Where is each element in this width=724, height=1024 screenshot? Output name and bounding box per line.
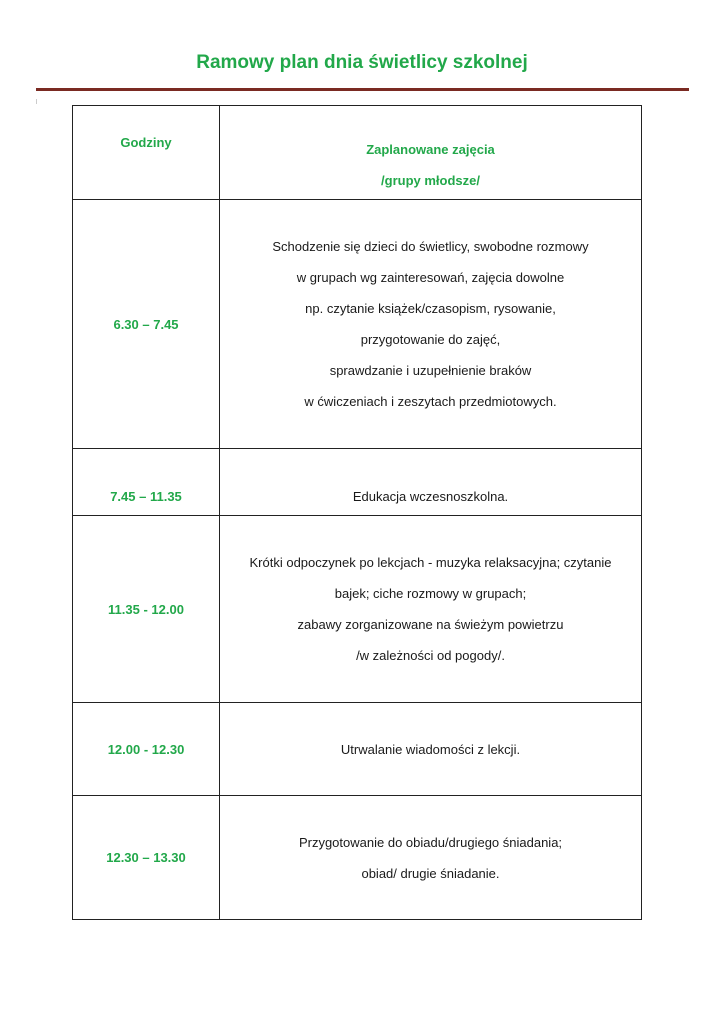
activity-line: bajek; ciche rozmowy w grupach;	[334, 586, 527, 601]
margin-mark	[36, 99, 37, 104]
row-time: 12.00 - 12.30	[73, 703, 220, 796]
activity-line: np. czytanie książek/czasopism, rysowanie,	[305, 301, 556, 316]
activity-line: Krótki odpoczynek po lekcjach - muzyka relaksacyjna; czytanie	[249, 555, 612, 570]
table-row	[73, 796, 642, 920]
row-time: 7.45 – 11.35	[73, 449, 220, 516]
table-row	[73, 449, 642, 516]
activity-line: Schodzenie się dzieci do świetlicy, swobodne rozmowy	[272, 239, 589, 254]
activity-line: obiad/ drugie śniadanie.	[361, 865, 500, 881]
activity-line: w ćwiczeniach i zeszytach przedmiotowych.	[304, 394, 557, 409]
activity-line: sprawdzanie i uzupełnienie braków	[329, 363, 532, 378]
row-activity	[220, 200, 642, 449]
activity-line: /w zależności od pogody/.	[356, 648, 505, 663]
header-activity-line: /grupy młodsze/	[381, 173, 480, 188]
row-time: 6.30 – 7.45	[73, 200, 220, 449]
activity-line: Utrwalanie wiadomości z lekcji.	[340, 741, 521, 757]
table-row	[73, 516, 642, 703]
activity-line: Edukacja wczesnoszkolna.	[352, 488, 509, 504]
row-activity	[220, 796, 642, 920]
title-divider	[36, 88, 689, 91]
row-time: 11.35 - 12.00	[73, 516, 220, 703]
table-header-row	[73, 106, 642, 200]
row-activity	[220, 449, 642, 516]
table-row	[73, 200, 642, 449]
row-time: 12.30 – 13.30	[73, 796, 220, 920]
row-activity	[220, 516, 642, 703]
activity-line: Przygotowanie do obiadu/drugiego śniadania;	[298, 834, 563, 850]
activity-line: w grupach wg zainteresowań, zajęcia dowolne	[296, 270, 565, 285]
schedule-table	[72, 105, 642, 920]
header-activity-line: Zaplanowane zajęcia	[366, 142, 495, 157]
activity-line: przygotowanie do zajęć,	[360, 332, 501, 347]
page-title: Ramowy plan dnia świetlicy szkolnej	[196, 52, 528, 73]
activity-line: zabawy zorganizowane na świeżym powietrzu	[297, 617, 564, 632]
header-activity	[220, 106, 642, 200]
table-row	[73, 703, 642, 796]
header-time: Godziny	[73, 106, 220, 200]
row-activity	[220, 703, 642, 796]
